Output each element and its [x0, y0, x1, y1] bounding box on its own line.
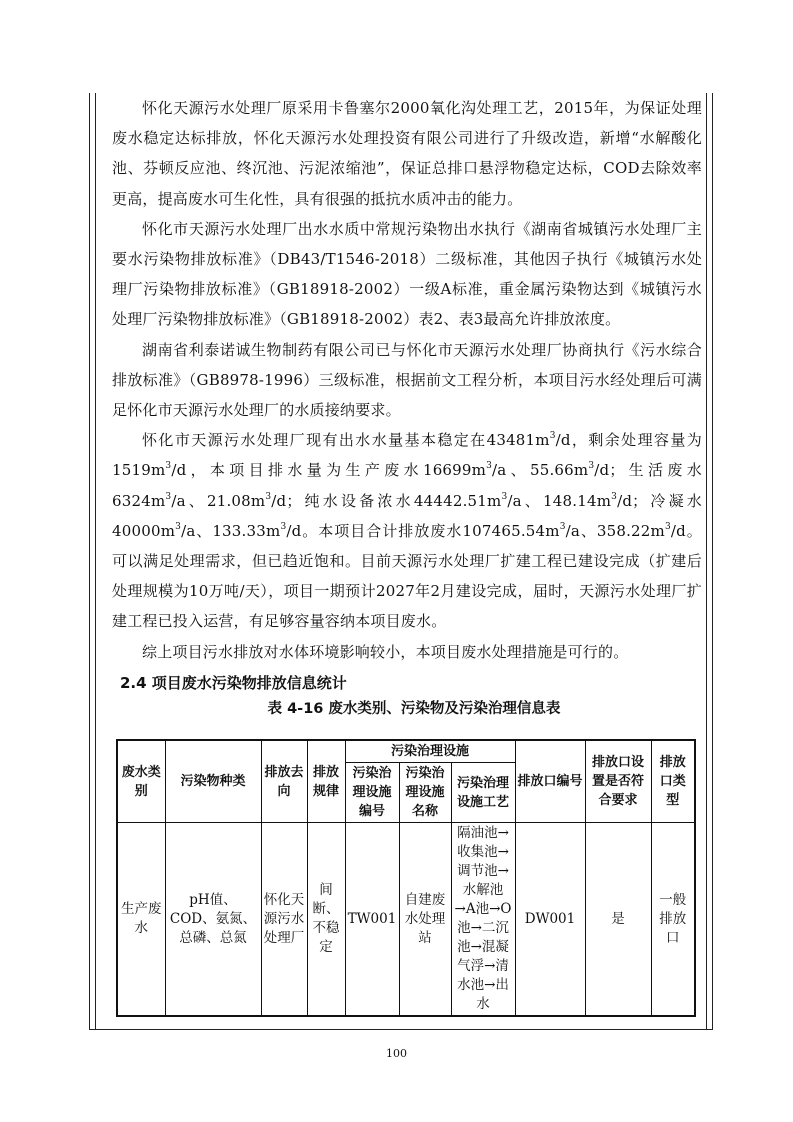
cell-pattern: 间断、不稳定	[307, 823, 345, 1017]
header-pattern: 排放规律	[307, 740, 345, 823]
paragraph-agreement: 湖南省利泰诺诚生物制药有限公司已与怀化市天源污水处理厂协商执行《污水综合排放标准》（GB8978-1996）三级标准，根据前文工程分析，本项目污水经处理后可满足怀化市天源污水处理厂的水质接纳要求。	[112, 340, 702, 420]
page-number: 100	[386, 1047, 407, 1060]
cell-outlet-code: DW001	[515, 823, 585, 1017]
cell-facility-process: 隔油池→收集池→调节池→水解池→A池→O池→二沉池→混凝气浮→清水池→出水	[451, 823, 515, 1017]
paragraph-effluent-standard: 怀化市天源污水处理厂出水水质中常规污染物出水执行《湖南省城镇污水处理厂主要水污染物排放标准》（DB43/T1546-2018）二级标准，其他因子执行《城镇污水处理厂污染物排放标准》（GB18918-2002）一级A标准，重金属污染物达到《城镇污水处理厂污染物排放标准》（GB18918-2002）表2、表3最高允许排放浓度。	[112, 219, 702, 329]
document-body	[112, 93, 702, 721]
section-heading: 2.4 项目废水污染物排放信息统计	[120, 673, 347, 692]
wastewater-info-table	[116, 739, 696, 1017]
cell-destination: 怀化天源污水处理厂	[261, 823, 307, 1017]
header-compliant: 排放口设置是否符合要求	[585, 740, 651, 823]
header-outlet-code: 排放口编号	[515, 740, 585, 823]
header-destination: 排放去向	[261, 740, 307, 823]
cell-outlet-type: 一般排放口	[651, 823, 695, 1017]
table-row	[117, 823, 695, 1017]
header-outlet-type: 排放口类型	[651, 740, 695, 823]
table-title: 表 4-16 废水类别、污染物及污染治理信息表	[267, 700, 561, 717]
header-facility-group: 污染治理设施	[345, 740, 515, 763]
cell-compliant: 是	[585, 823, 651, 1017]
paragraph-capacity: 怀化市天源污水处理厂现有出水水量基本稳定在$43481m^3/d$，剩余处理容量为$1519m^3/d$，本项目排水量为生产废水$16699m^3/a$、$55.66m^3/d$；生活废水$6324m^3/a$、$21.08m^3/d$；纯水设备浓水$44442.51m^3/a$、$148.14m^3/d$；冷凝水$40000m^3/a$、$133.33m^3/d$。本项目合计排放废水$107465.54m^3/a$、$358.22m^3/d$。可以满足处理需求，但已趋近饱和。目前天源污水处理厂扩建工程已建设完成（扩建后处理规模为10万吨/天），项目一期预计2027年2月建设完成，届时，天源污水处理厂扩建工程已投入运营，有足够容量容纳本项目废水。	[112, 431, 702, 631]
cell-pollutants: pH值、COD、氨氮、总磷、总氮	[165, 823, 261, 1017]
header-facility-process: 污染治理设施工艺	[451, 763, 515, 823]
header-category: 废水类别	[117, 740, 165, 823]
cell-category: 生产废水	[117, 823, 165, 1017]
cell-facility-name: 自建废水处理站	[399, 823, 451, 1017]
paragraph-conclusion: 综上项目污水排放对水体环境影响较小，本项目废水处理措施是可行的。	[142, 642, 629, 661]
header-facility-name: 污染治理设施名称	[399, 763, 451, 823]
cell-facility-code: TW001	[345, 823, 399, 1017]
header-pollutants: 污染物种类	[165, 740, 261, 823]
paragraph-process-upgrade: 怀化天源污水处理厂原采用卡鲁塞尔2000氧化沟处理工艺，2015年，为保证处理废水稳定达标排放，怀化天源污水处理投资有限公司进行了升级改造，新增“水解酸化池、芬顿反应池、终沉池、污泥浓缩池”，保证总排口悬浮物稳定达标，COD去除效率更高，提高废水可生化性，具有很强的抵抗水质冲击的能力。	[112, 99, 702, 208]
header-facility-code: 污染治理设施编号	[345, 763, 399, 823]
